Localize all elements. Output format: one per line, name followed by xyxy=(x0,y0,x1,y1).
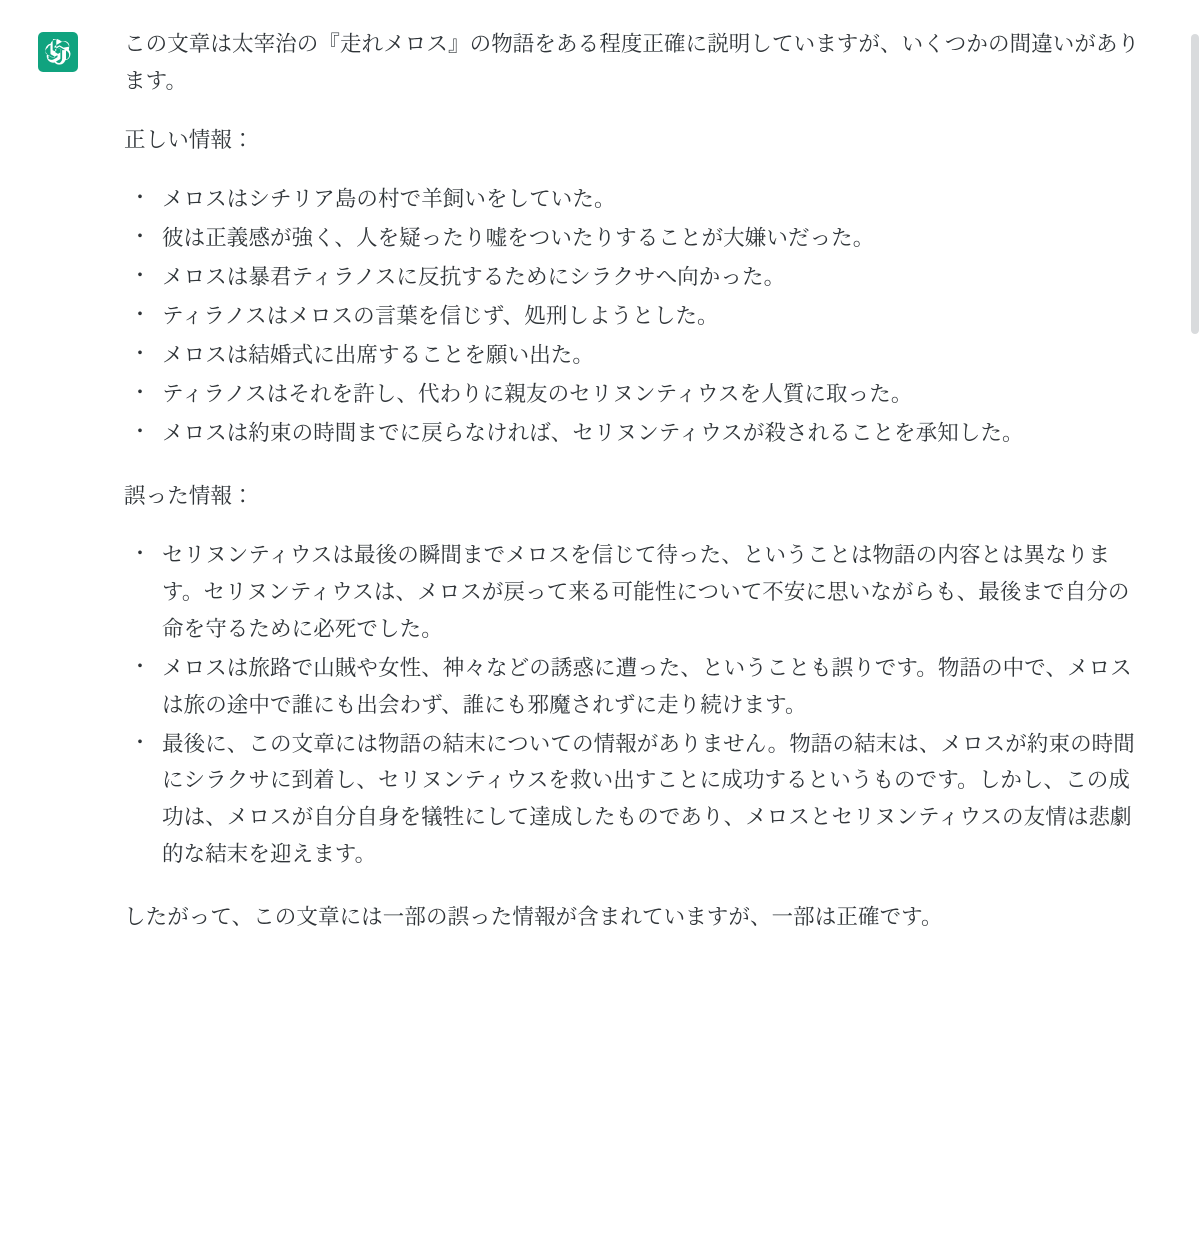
message-content xyxy=(78,26,1170,962)
bullet-icon: ・ xyxy=(130,264,151,287)
list-item xyxy=(124,726,1144,874)
intro-paragraph: この文章は太宰治の『走れメロス』の物語をある程度正確に説明していますが、いくつかの間違いがあります。 xyxy=(124,32,1140,93)
scrollbar-thumb[interactable] xyxy=(1191,34,1199,334)
bullet-icon: ・ xyxy=(130,420,151,443)
list-item-text: 最後に、この文章には物語の結末についての情報がありません。物語の結末は、メロスが約束の時間にシラクサに到着し、セリヌンティウスを救い出すことに成功するというものです。しかし、この成功は、メロスが自分自身を犠牲にして達成したものであり、メロスとセリヌンティウスの友情は悲劇的な結末を迎えます。 xyxy=(162,731,1135,867)
list-item-text: メロスは結婚式に出席することを願い出た。 xyxy=(162,342,595,367)
list-item xyxy=(124,415,1144,452)
incorrect-info-heading: 誤った情報： xyxy=(124,483,254,508)
bullet-icon: ・ xyxy=(130,542,151,565)
list-item xyxy=(124,220,1144,257)
list-item xyxy=(124,376,1144,413)
openai-logo-icon xyxy=(45,39,71,65)
list-item xyxy=(124,259,1144,296)
bullet-icon: ・ xyxy=(130,381,151,404)
bullet-icon: ・ xyxy=(130,731,151,754)
list-item-text: メロスは暴君ティラノスに反抗するためにシラクサへ向かった。 xyxy=(162,264,786,289)
list-item-text: 彼は正義感が強く、人を疑ったり嘘をついたりすることが大嫌いだった。 xyxy=(162,225,875,250)
list-item-text: セリヌンティウスは最後の瞬間までメロスを信じて待った、ということは物語の内容とは異なります。セリヌンティウスは、メロスが戻って来る可能性について不安に思いながらも、最後まで自分の命を守るために必死でした。 xyxy=(162,542,1130,641)
list-item-text: ティラノスはそれを許し、代わりに親友のセリヌンティウスを人質に取った。 xyxy=(162,381,913,406)
bullet-icon: ・ xyxy=(130,655,151,678)
list-item xyxy=(124,337,1144,374)
correct-info-list xyxy=(124,181,1144,452)
list-item xyxy=(124,650,1144,724)
bullet-icon: ・ xyxy=(130,342,151,365)
list-item xyxy=(124,298,1144,335)
list-item xyxy=(124,537,1144,648)
assistant-avatar xyxy=(38,32,78,72)
incorrect-info-list xyxy=(124,537,1144,874)
list-item-text: メロスは旅路で山賊や女性、神々などの誘惑に遭った、ということも誤りです。物語の中で、メロスは旅の途中で誰にも出会わず、誰にも邪魔されずに走り続けます。 xyxy=(162,655,1132,717)
bullet-icon: ・ xyxy=(130,225,151,248)
list-item-text: ティラノスはメロスの言葉を信じず、処刑しようとした。 xyxy=(162,303,719,328)
left-gutter xyxy=(0,0,26,1239)
list-item-text: メロスはシチリア島の村で羊飼いをしていた。 xyxy=(162,186,616,211)
list-item xyxy=(124,181,1144,218)
bullet-icon: ・ xyxy=(130,186,151,209)
list-item-text: メロスは約束の時間までに戻らなければ、セリヌンティウスが殺されることを承知した。 xyxy=(162,420,1024,445)
bullet-icon: ・ xyxy=(130,303,151,326)
vertical-scrollbar[interactable] xyxy=(1190,0,1200,1239)
correct-info-heading: 正しい情報： xyxy=(124,127,254,152)
conclusion-paragraph: したがって、この文章には一部の誤った情報が含まれていますが、一部は正確です。 xyxy=(124,905,943,930)
